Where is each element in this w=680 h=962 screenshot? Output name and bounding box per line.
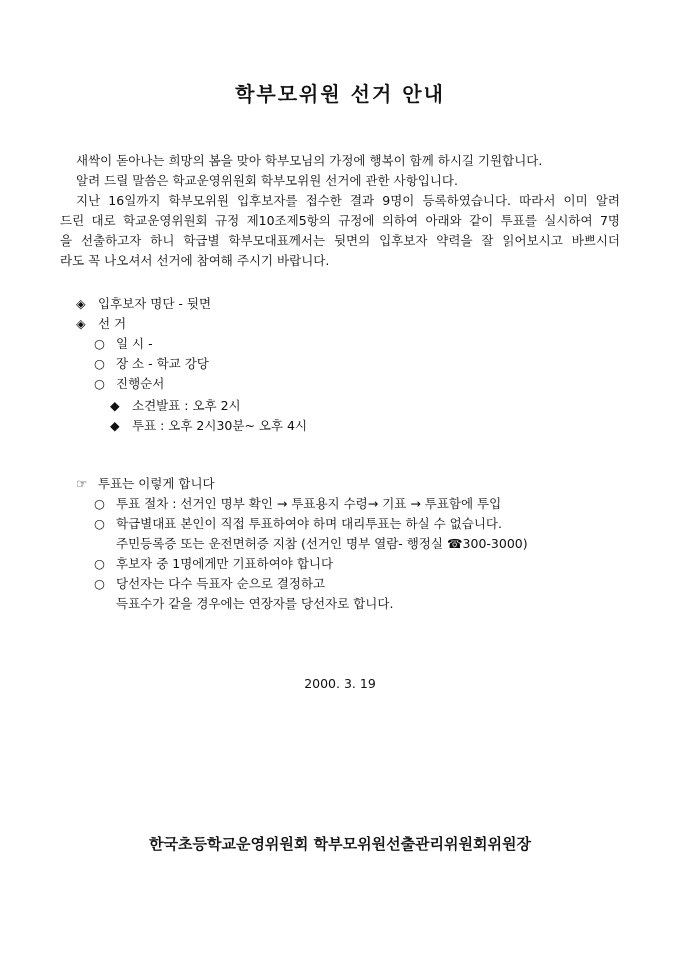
circle-bullet-icon: ○: [94, 336, 105, 351]
filled-diamond-icon: ◆: [110, 418, 120, 433]
paragraph-body-line-2: 드린 대로 학교운영위원회 규정 제10조제5항의 규정에 의하여 아래와 같이 투표를 실시하여 7명: [60, 213, 620, 228]
pointing-hand-icon: ☞: [76, 476, 88, 491]
circle-bullet-icon: ○: [94, 576, 105, 591]
diamond-bullet-icon: ◈: [76, 316, 86, 331]
circle-bullet-icon: ○: [94, 376, 105, 391]
document-date: 2000. 3. 19: [304, 676, 376, 691]
paragraph-greeting: 새싹이 돋아나는 희망의 봄을 맞아 학부모님의 가정에 행복이 함께 하시길 기원합니다.: [76, 153, 543, 168]
election-place-item: ○ 장 소 - 학교 강당: [94, 356, 209, 371]
diamond-bullet-icon: ◈: [76, 296, 86, 311]
speech-step-item: ◆ 소견발표 : 오후 2시: [110, 398, 241, 413]
circle-bullet-icon: ○: [94, 556, 105, 571]
paragraph-purpose: 알려 드릴 말씀은 학교운영위원회 학부모위원 선거에 관한 사항입니다.: [76, 173, 458, 188]
circle-bullet-icon: ○: [94, 516, 105, 531]
election-order-item: ○ 진행순서: [94, 376, 165, 391]
election-date-item: ○ 일 시 -: [94, 336, 153, 351]
paragraph-body-line-4: 라도 꼭 나오셔서 선거에 참여해 주시기 바랍니다.: [60, 253, 330, 268]
circle-bullet-icon: ○: [94, 496, 105, 511]
vote-step-item: ◆ 투표 : 오후 2시30분~ 오후 4시: [110, 418, 308, 433]
circle-bullet-icon: ○: [94, 356, 105, 371]
tie-rule-note: 득표수가 같을 경우에는 연장자를 당선자로 합니다.: [116, 596, 394, 611]
single-choice-item: ○ 후보자 중 1명에게만 기표하여야 합니다: [94, 556, 334, 571]
voting-procedure-item: ○ 투표 절차 : 선거인 명부 확인 → 투표용지 수령→ 기표 → 투표함에 투입: [94, 496, 502, 511]
filled-diamond-icon: ◆: [110, 398, 120, 413]
election-item: ◈ 선 거: [76, 316, 127, 331]
id-requirement-note: 주민등록증 또는 운전면허증 지참 (선거인 명부 열람- 행정실 ☎300-3000): [116, 536, 528, 551]
document-title: 학부모위원 선거 안내: [235, 82, 445, 106]
direct-vote-item: ○ 학급별대표 본인이 직접 투표하여야 하며 대리투표는 하실 수 없습니다.: [94, 516, 502, 531]
signature-line: 한국초등학교운영위원회 학부모위원선출관리위원회위원장: [149, 835, 531, 853]
voting-guide-header: ☞ 투표는 이렇게 합니다: [76, 476, 215, 491]
candidate-list-item: ◈ 입후보자 명단 - 뒷면: [76, 296, 212, 311]
paragraph-body-line-3: 을 선출하고자 하니 학급별 학부모대표께서는 뒷면의 입후보자 약력을 잘 읽어보시고 바쁘시더: [60, 233, 620, 248]
winner-rule-item: ○ 당선자는 다수 득표자 순으로 결정하고: [94, 576, 326, 591]
paragraph-body-line-1: 지난 16일까지 학부모위원 입후보자를 접수한 결과 9명이 등록하였습니다. 따라서 이미 알려: [76, 193, 620, 208]
